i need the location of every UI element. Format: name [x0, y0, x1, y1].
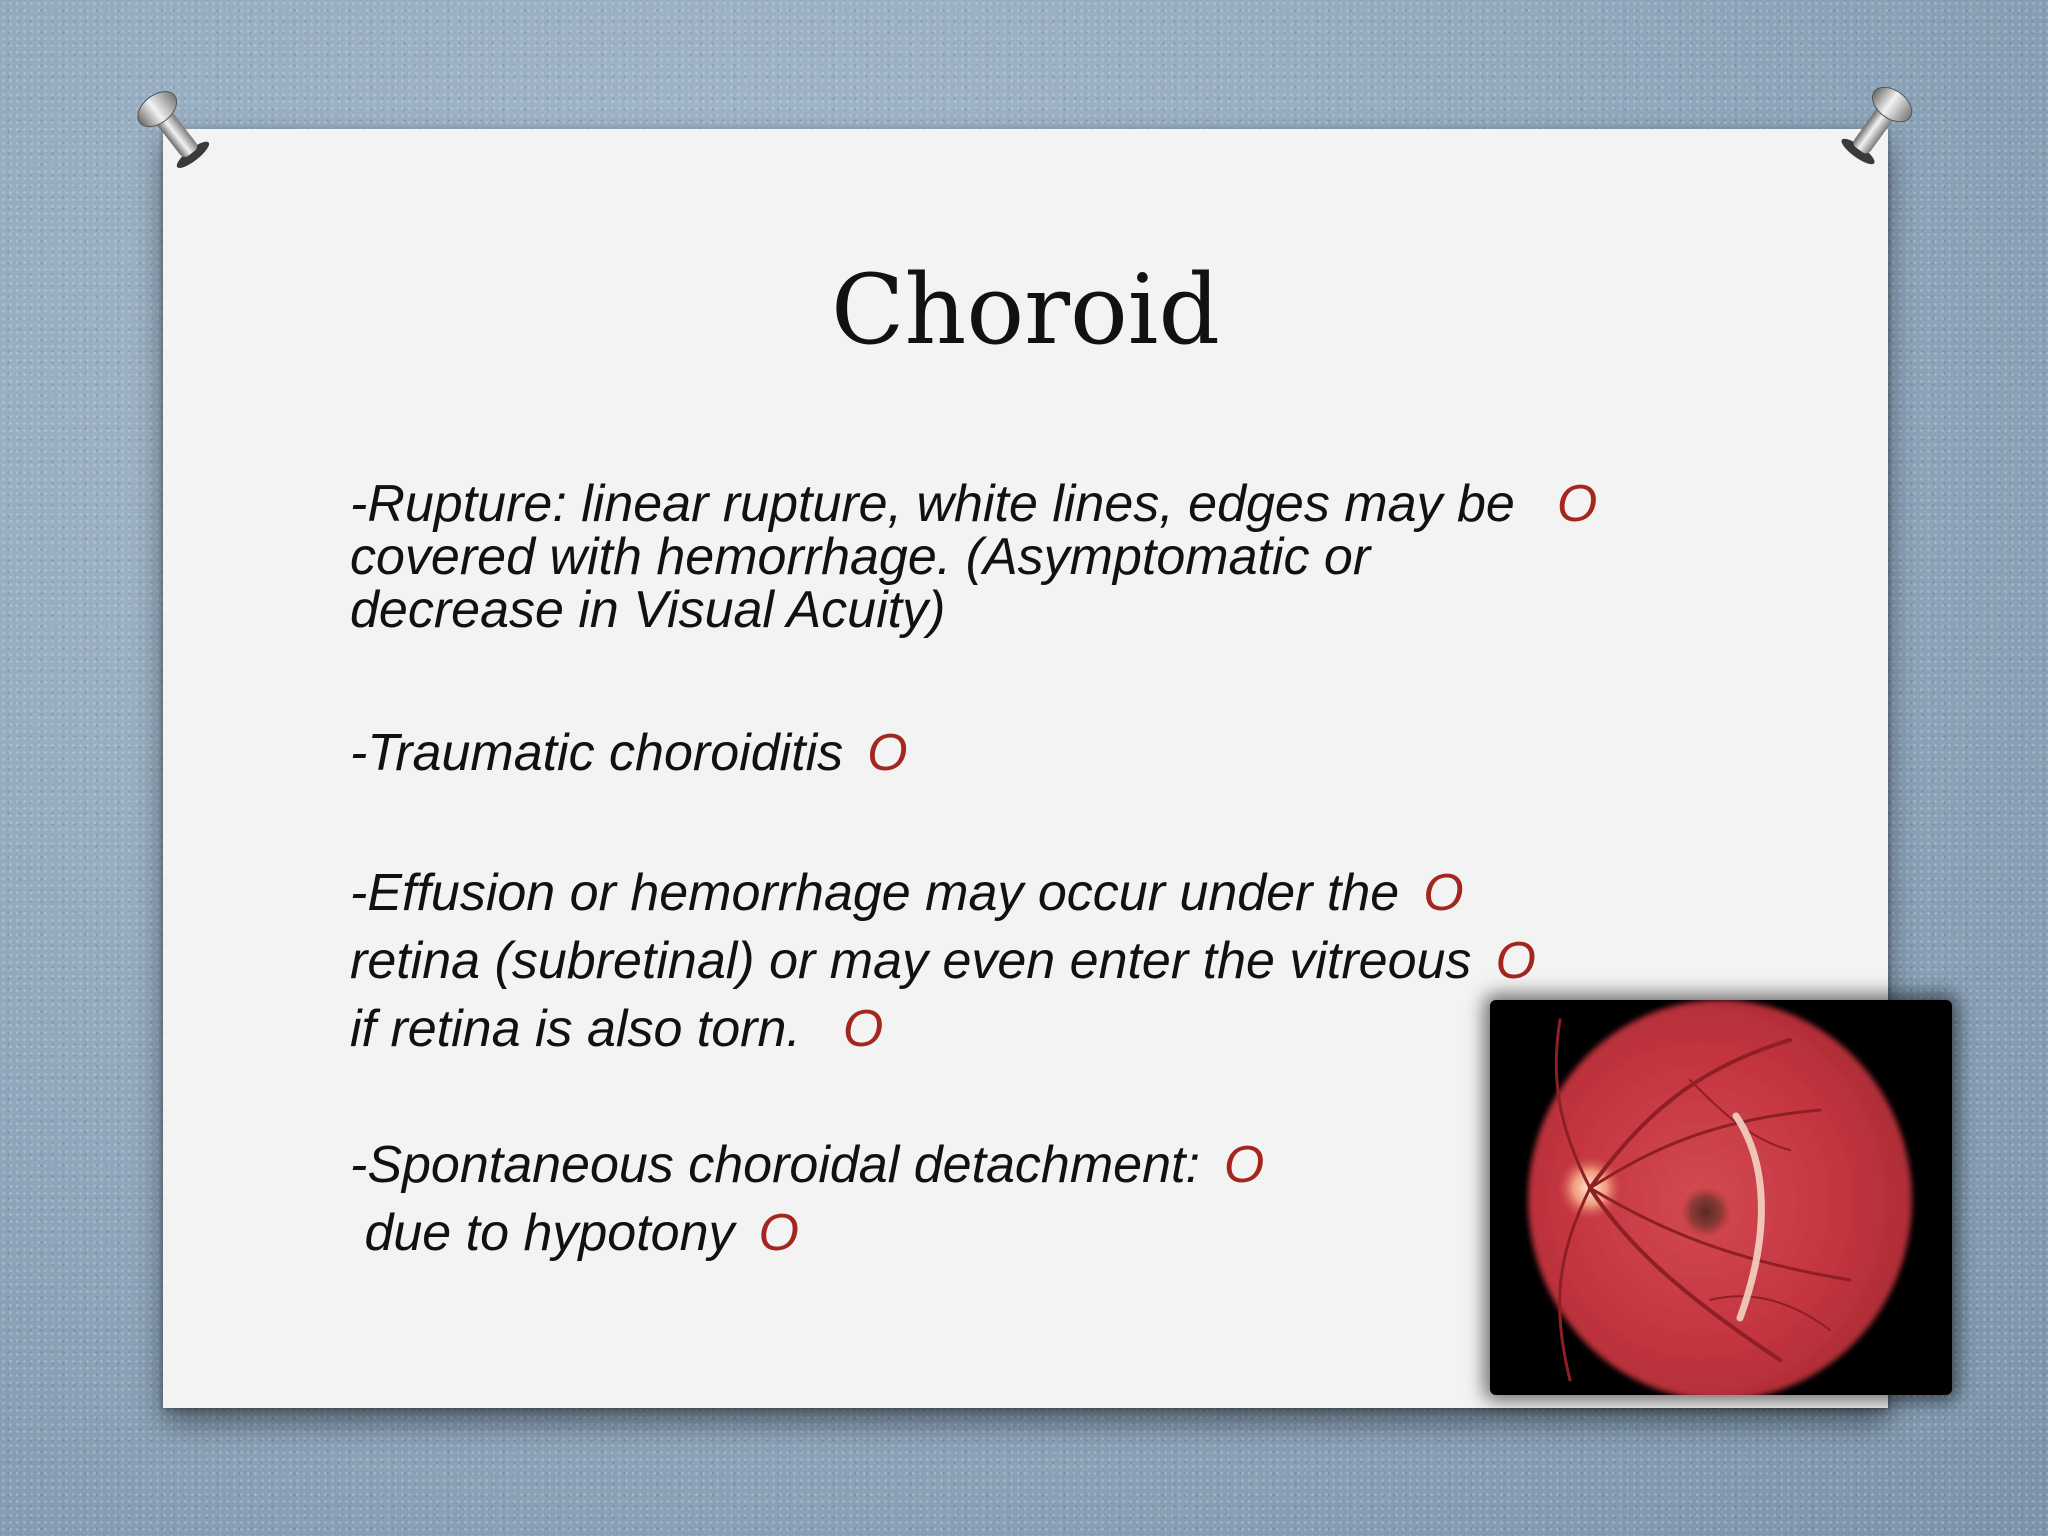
bullet-text: retina (subretinal) or may even enter the vitreous [350, 932, 1472, 990]
bullet-text: due to hypotony [350, 1204, 735, 1262]
bullet-text: decrease in Visual Acuity) [350, 581, 946, 639]
bullet-text: if retina is also torn. [350, 1000, 801, 1058]
bullet-marker: O [1495, 932, 1536, 990]
slide-title: Choroid [831, 254, 1220, 366]
bullet-spontaneous-detachment [350, 1131, 1264, 1267]
bullet-text: -Spontaneous choroidal detachment: [350, 1136, 1200, 1194]
bullet-marker: O [1223, 1136, 1265, 1194]
bullet-effusion [350, 859, 1536, 1063]
bullet-marker: O [1423, 864, 1464, 922]
bullet-marker: O [842, 1000, 884, 1058]
bullet-text: -Rupture: linear rupture, white lines, edges may be [350, 475, 1515, 533]
bullet-marker: O [867, 724, 908, 782]
fundus-image [1490, 1000, 1952, 1395]
bullet-text: -Effusion or hemorrhage may occur under the [350, 864, 1400, 922]
bullet-marker: O [758, 1204, 799, 1262]
fundus-photo [1490, 1000, 1952, 1395]
bullet-traumatic-choroiditis [350, 722, 908, 784]
bullet-rupture [350, 475, 1598, 639]
bullet-marker: O [1556, 475, 1598, 533]
bullet-text: -Traumatic choroiditis [350, 724, 844, 782]
bullet-text: covered with hemorrhage. (Asymptomatic or [350, 528, 1371, 586]
